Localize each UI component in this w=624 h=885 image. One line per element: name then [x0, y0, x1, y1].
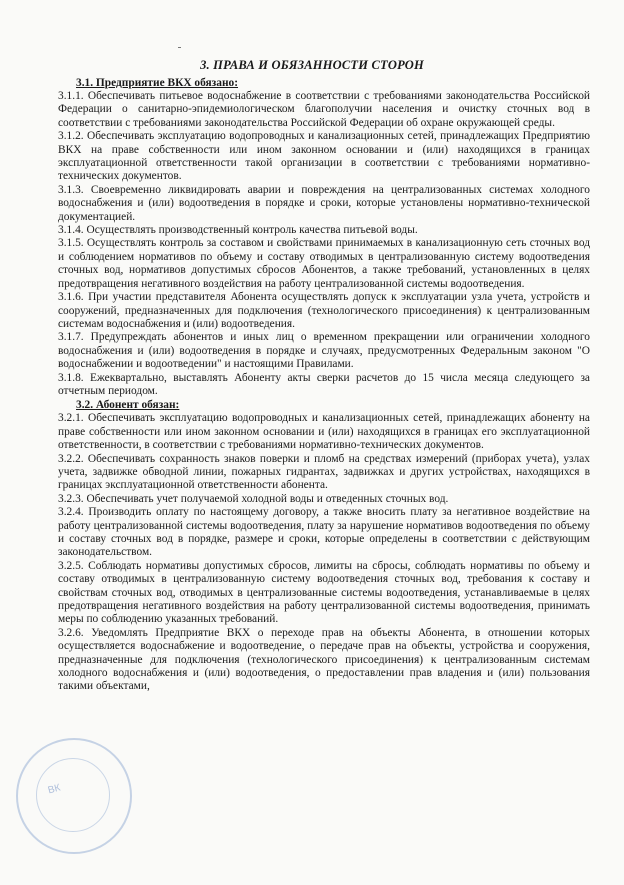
document-body	[58, 76, 590, 694]
clause: 3.1.8. Ежеквартально, выставлять Абоненту акты сверки расчетов до 15 числа месяца следующего за отчетным периодом.	[58, 371, 590, 397]
clause: 3.1.2. Обеспечивать эксплуатацию водопроводных и канализационных сетей, принадлежащих Предприятию ВКХ на праве собственности или ином законном основании и (или) находящихся в границах эксплуатационной ответственности такой организации в соответствии с требованиями нормативно-технических документов.	[58, 130, 590, 183]
clause: 3.1.1. Обеспечивать питьевое водоснабжение в соответствии с требованиями законодательства Российской Федерации о санитарно-эпидемиологическом благополучии населения и очистку сточных вод в соответствии с требованиями законодательства Российской Федерации об охране окружающей среды.	[58, 90, 590, 129]
clause: 3.2.1. Обеспечивать эксплуатацию водопроводных и канализационных сетей, принадлежащих абоненту на праве собственности или ином законном основании и (или) находящихся в границах его эксплуатационной ответственности, в соответствии с требованиями нормативно-технических документов.	[58, 412, 590, 452]
seal-text: ВК	[46, 782, 62, 797]
clause: 3.2.6. Уведомлять Предприятие ВКХ о переходе прав на объекты Абонента, в отношении которых осуществляется водоснабжение и водоотведение, о передаче прав на объекты, устройства и сооружения, предназначенные для подключения (технологического присоединения) к централизованным системам холодного водоснабжения и (или) водоотведения, о предоставлении прав владения и (или) пользования такими объектами,	[58, 626, 590, 693]
section-title: 3. ПРАВА И ОБЯЗАННОСТИ СТОРОН	[200, 58, 424, 72]
scan-speck	[178, 47, 181, 48]
clause: 3.1.4. Осуществлять производственный контроль качества питьевой воды.	[58, 224, 418, 237]
clause: 3.1.7. Предупреждать абонентов и иных лиц о временном прекращении или ограничении холодного водоснабжения и (или) водоотведения в порядке и случаях, предусмотренных Федеральным законом "О водоснабжении и водоотведении" и настоящими Правилами.	[58, 331, 590, 371]
clause: 3.1.5. Осуществлять контроль за составом и свойствами принимаемых в канализационную сеть сточных вод и соблюдением нормативов по объему и составу отводимых в централизованную систему водоотведения сточных вод, нормативов допустимых сбросов Абонентов, а также требований, установленных в целях предотвращения негативного воздействия на работу централизованной системы водоотведения.	[58, 237, 590, 290]
clause: 3.1.6. При участии представителя Абонента осуществлять допуск к эксплуатации узла учета, устройств и сооружений, предназначенных для подключения (технологического присоединения) к централизованным системам водоснабжения и (или) водоотведения.	[58, 291, 590, 330]
clause: 3.2.2. Обеспечивать сохранность знаков поверки и пломб на средствах измерений (приборах учета), узлах учета, задвижке обводной линии, пожарных гидрантах, задвижках и других устройствах, находящихся в границах эксплуатационной ответственности абонента.	[58, 452, 590, 492]
clause: 3.2.3. Обеспечивать учет получаемой холодной воды и отведенных сточных вод.	[58, 492, 449, 505]
seal-stamp	[16, 738, 132, 854]
subsection-heading: 3.2. Абонент обязан:	[76, 399, 180, 412]
clause: 3.1.3. Своевременно ликвидировать аварии и повреждения на централизованных системах холодного водоснабжения и (или) водоотведения в порядке и сроки, которые установлены нормативно-технической документацией.	[58, 183, 590, 223]
subsection-heading: 3.1. Предприятие ВКХ обязано:	[76, 77, 239, 89]
clause: 3.2.4. Производить оплату по настоящему договору, а также вносить плату за негативное воздействие на работу централизованной системы водоотведения, плату за нарушение нормативов водоотведения по объему и составу сточных вод в порядке, размере и сроки, которые определены в соответствии с действующим законодательством.	[58, 506, 590, 559]
clause: 3.2.5. Соблюдать нормативы допустимых сбросов, лимиты на сбросы, соблюдать нормативы по объему и составу отводимых в централизованную систему водоотведения сточных вод, требования к составу и свойствам сточных вод, отводимых в централизованные системы водоотведения, устанавливаемые в целях предотвращения негативного воздействия на работу централизованной системы водоотведения, принимать меры по соблюдению указанных требований.	[58, 559, 590, 626]
